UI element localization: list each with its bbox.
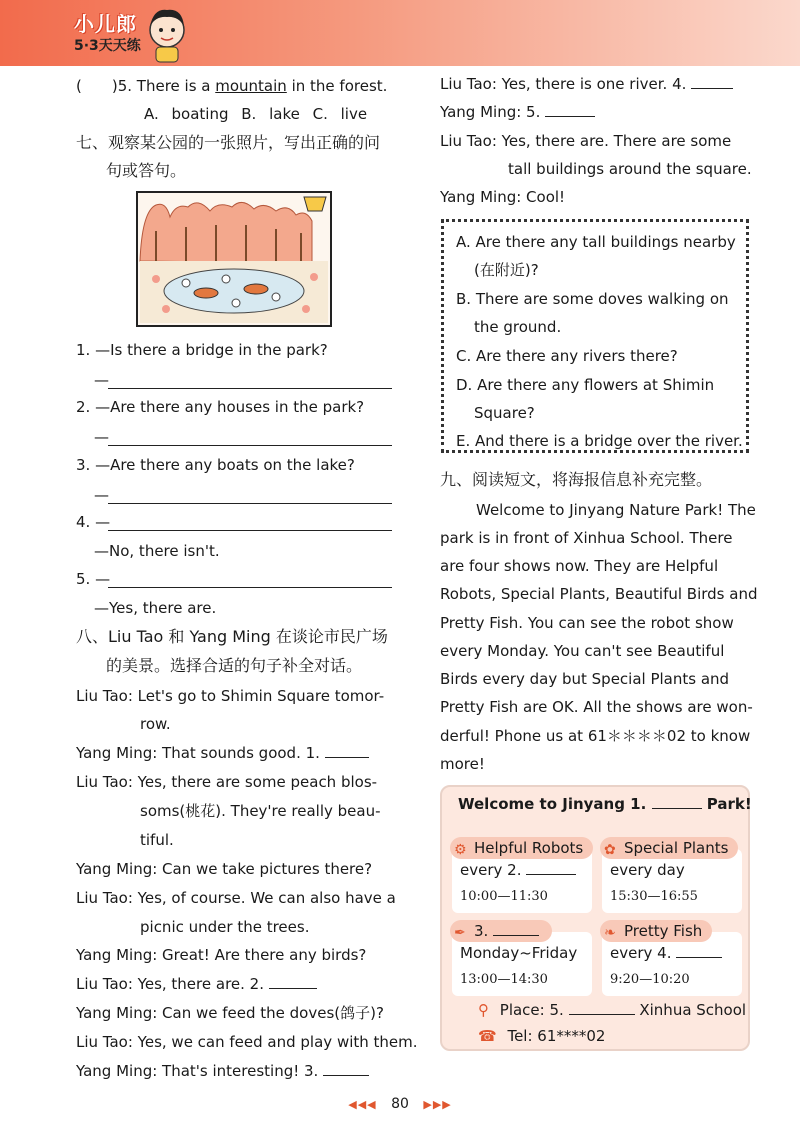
poster-title-post: Park! — [706, 795, 752, 813]
poster-tel — [478, 1027, 605, 1045]
show-tag-fish — [600, 920, 712, 942]
leaf-icon: ✿ — [604, 842, 616, 858]
s7-question-1: 1. —Is there a bridge in the park? — [76, 341, 328, 359]
s7-question-2: 2. —Are there any houses in the park? — [76, 398, 365, 416]
s7-answer-4: —No, there isn't. — [94, 542, 220, 560]
poster-tel-text: Tel: 61****02 — [507, 1027, 606, 1045]
mascot-icon — [140, 4, 194, 64]
dialogue-line-5: Liu Tao: Yes, of course. We can also have a — [76, 889, 396, 907]
passage-line-7: Birds every day but Special Plants and — [440, 670, 730, 688]
s7-question-3: 3. —Are there any boats on the lake? — [76, 456, 355, 474]
section7-title-line1: 七、观察某公园的一张照片，写出正确的问 — [76, 133, 381, 152]
q5-options: A. boating B. lake C. live — [144, 105, 368, 123]
poster-blank-5[interactable] — [569, 1001, 635, 1015]
show-birds-line1: Monday~Friday — [460, 944, 578, 962]
option-d-line1: D. Are there any flowers at Shimin — [456, 376, 715, 394]
dialogue-line-6: Yang Ming: Great! Are there any birds? — [76, 946, 367, 964]
show-birds-name: 3. — [474, 922, 489, 940]
dialogue-right-2-text: Yang Ming: 5. — [440, 103, 541, 121]
page-number: 80 — [391, 1096, 409, 1112]
s7-dash-3: — — [94, 486, 109, 504]
poster-place-pre: Place: 5. — [499, 1001, 564, 1019]
dialogue-blank-1[interactable] — [325, 744, 369, 758]
show-fish-line1 — [610, 944, 722, 962]
dialogue-right-4: Yang Ming: Cool! — [440, 188, 566, 206]
poster-blank-4[interactable] — [676, 944, 722, 958]
option-a-line1: A. Are there any tall buildings nearby — [456, 233, 736, 251]
dialogue-blank-3[interactable] — [323, 1062, 369, 1076]
dialogue-right-3: Liu Tao: Yes, there are. There are some — [440, 132, 732, 150]
brand-subtitle: 5·3天天练 — [74, 38, 141, 54]
show-tag-plants — [600, 837, 738, 859]
option-a-line2: (在附近)? — [474, 261, 539, 279]
section9-title: 九、阅读短文，将海报信息补充完整。 — [440, 470, 713, 489]
s7-answer-1-blank[interactable] — [108, 388, 392, 389]
section7-title-line2: 句或答句。 — [106, 161, 187, 180]
option-c: C. Are there any rivers there? — [456, 347, 678, 365]
show-tag-birds — [450, 920, 552, 942]
poster-place — [478, 1001, 746, 1019]
poster-title — [458, 795, 752, 813]
brand-logo — [74, 8, 141, 55]
passage-line-5: Pretty Fish. You can see the robot show — [440, 614, 734, 632]
passage-line-10: more! — [440, 755, 485, 773]
page-footer — [0, 1096, 800, 1112]
s7-answer-2-blank[interactable] — [108, 445, 392, 446]
next-arrows-icon: ▶▶▶ — [423, 1098, 452, 1111]
show-birds-time: 13:00—14:30 — [460, 972, 548, 987]
phone-icon: ☎ — [478, 1027, 497, 1045]
s7-dash-2: — — [94, 428, 109, 446]
show-fish-freq: every 4. — [610, 944, 672, 962]
q5-keyword: mountain — [215, 77, 287, 95]
s7-answer-5: —Yes, there are. — [94, 599, 217, 617]
passage-line-3: are four shows now. They are Helpful — [440, 557, 719, 575]
prev-arrows-icon: ◀◀◀ — [348, 1098, 377, 1111]
dialogue-blank-2[interactable] — [269, 975, 317, 989]
dialogue-line-7-text: Liu Tao: Yes, there are. 2. — [76, 975, 264, 993]
dialogue-right-2 — [440, 102, 595, 122]
location-pin-icon: ⚲ — [478, 1001, 489, 1019]
show-tag-robots — [450, 837, 593, 859]
dialogue-line-3: Liu Tao: Yes, there are some peach blos- — [76, 773, 378, 791]
poster-place-post: Xinhua School — [639, 1001, 747, 1019]
dialogue-blank-4[interactable] — [691, 75, 733, 89]
dialogue-line-5b: picnic under the trees. — [140, 918, 310, 936]
poster-title-pre: Welcome to Jinyang 1. — [458, 795, 647, 813]
show-plants-name: Special Plants — [624, 839, 729, 857]
dialogue-right-3b: tall buildings around the square. — [508, 160, 752, 178]
fish-icon: ❧ — [604, 925, 616, 941]
dialogue-line-8: Yang Ming: Can we feed the doves(鸽子)? — [76, 1004, 384, 1022]
s7-question-4-prefix: 4. — — [76, 513, 111, 531]
passage-line-9: derful! Phone us at 61＊＊＊＊02 to know — [440, 727, 751, 745]
option-d-line2: Square? — [474, 404, 535, 422]
show-fish-name: Pretty Fish — [624, 922, 703, 940]
s7-question-5-prefix: 5. — — [76, 570, 111, 588]
show-fish-time: 9:20—10:20 — [610, 972, 690, 987]
page-header — [0, 0, 800, 66]
s7-dash-1: — — [94, 371, 109, 389]
poster-blank-2[interactable] — [526, 861, 576, 875]
show-robots-name: Helpful Robots — [474, 839, 584, 857]
section8-title-line2: 的美景。选择合适的句子补全对话。 — [106, 656, 363, 675]
show-plants-time: 15:30—16:55 — [610, 889, 698, 904]
robot-icon: ⚙ — [454, 842, 467, 858]
s7-question-4-blank[interactable] — [108, 530, 392, 531]
park-picture — [136, 191, 332, 327]
passage-line-4: Robots, Special Plants, Beautiful Birds and — [440, 585, 758, 603]
passage-line-2: park is in front of Xinhua School. There — [440, 529, 733, 547]
option-b-line2: the ground. — [474, 318, 562, 336]
q5-after: in the forest. — [291, 77, 388, 95]
s7-answer-3-blank[interactable] — [108, 503, 392, 504]
feather-icon: ✒ — [454, 925, 466, 941]
q5-stem: )5. There is a — [111, 77, 211, 95]
brand-title: 小儿郎 — [74, 12, 137, 36]
dialogue-line-7 — [76, 974, 317, 994]
dialogue-blank-5[interactable] — [545, 103, 595, 117]
option-b-line1: B. There are some doves walking on — [456, 290, 729, 308]
dialogue-line-3b: soms(桃花). They're really beau- — [140, 802, 381, 820]
dialogue-line-3c: tiful. — [140, 831, 174, 849]
dialogue-line-1: Liu Tao: Let's go to Shimin Square tomor- — [76, 687, 385, 705]
dialogue-line-1b: row. — [140, 715, 171, 733]
dialogue-line-4: Yang Ming: Can we take pictures there? — [76, 860, 373, 878]
passage-line-1: Welcome to Jinyang Nature Park! The — [476, 501, 756, 519]
dialogue-line-10 — [76, 1061, 369, 1081]
s7-question-5-blank[interactable] — [108, 587, 392, 588]
dialogue-line-2 — [76, 743, 369, 763]
park-poster — [440, 785, 750, 1051]
section8-title-line1: 八、Liu Tao 和 Yang Ming 在谈论市民广场 — [76, 627, 388, 646]
dialogue-line-10-text: Yang Ming: That's interesting! 3. — [76, 1062, 319, 1080]
dialogue-line-2-text: Yang Ming: That sounds good. 1. — [76, 744, 320, 762]
show-robots-line1 — [460, 861, 576, 879]
passage-line-8: Pretty Fish are OK. All the shows are won- — [440, 698, 753, 716]
q5-paren: ( — [76, 77, 82, 95]
show-robots-freq: every 2. — [460, 861, 522, 879]
dialogue-right-1-text: Liu Tao: Yes, there is one river. 4. — [440, 75, 687, 93]
dialogue-options-box — [441, 219, 749, 453]
option-e: E. And there is a bridge over the river. — [456, 432, 743, 450]
dialogue-line-9: Liu Tao: Yes, we can feed and play with them. — [76, 1033, 418, 1051]
show-robots-time: 10:00—11:30 — [460, 889, 548, 904]
dialogue-right-1 — [440, 74, 733, 94]
poster-blank-3[interactable] — [493, 922, 539, 936]
show-plants-line1: every day — [610, 861, 685, 879]
passage-line-6: every Monday. You can't see Beautiful — [440, 642, 725, 660]
q5-line — [76, 76, 387, 96]
poster-blank-1[interactable] — [652, 795, 702, 809]
